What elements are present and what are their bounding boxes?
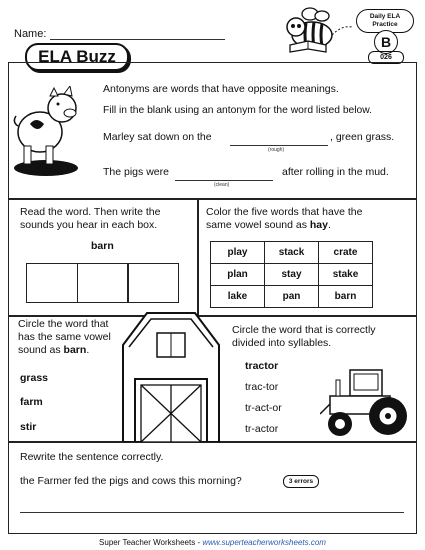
sounds-instruction-line1: Read the word. Then write the [20,206,161,218]
syllable-option[interactable]: tractor [245,360,279,372]
sound-box[interactable] [77,263,129,303]
footer [0,538,425,548]
word-cell[interactable]: lake [211,286,265,308]
vowel-option[interactable]: grass [20,372,49,384]
rewrite-answer-line[interactable] [20,500,404,513]
errors-badge [283,475,319,488]
badge-line1: Daily ELA [369,13,401,20]
rewrite-sentence: the Farmer fed the pigs and cows this morning? [20,475,242,487]
word-cell[interactable]: stake [319,264,373,286]
word-cell[interactable]: crate [319,242,373,264]
errors-badge-text: 3 errors [288,478,314,485]
tractor-icon [320,360,412,438]
circle-vowel-line1: Circle the word that [18,318,109,330]
footer-url[interactable]: www.superteacherworksheets.com [202,538,326,547]
sounds-instruction-line2: sounds you hear in each box. [20,219,158,231]
word-cell[interactable]: play [211,242,265,264]
syllable-option[interactable]: tr-act-or [245,402,282,414]
vowel-instruction-after: . [327,219,331,231]
circle-vowel-before: sound as [18,344,64,356]
sentence2-blank[interactable] [175,168,273,181]
sentence1-after: , green grass. [330,131,395,143]
pig-icon [10,86,82,178]
circle-vowel-line3 [18,344,89,357]
syllable-option[interactable]: trac-tor [245,381,279,393]
badge-line2: Practice [372,21,398,28]
page-title: ELA Buzz [38,47,116,66]
badge-number-text: 026 [380,54,392,61]
sentence1-hint: (rough) [268,147,285,153]
word-cell[interactable]: plan [211,264,265,286]
bee-reading-icon [270,5,360,65]
sounds-word: barn [91,240,114,252]
vowel-instruction-line1: Color the five words that have the [206,206,363,218]
word-cell[interactable]: stack [265,242,319,264]
circle-vowel-after: . [86,344,90,356]
name-label: Name: [14,28,47,40]
syllables-line2: divided into syllables. [232,337,332,349]
sentence1-before: Marley sat down on the [103,131,212,143]
vowel-option[interactable]: stir [20,421,37,433]
antonyms-intro: Antonyms are words that have opposite meanings. [103,83,339,95]
vowel-instruction-line2 [206,219,331,232]
circle-vowel-target: barn [63,344,87,356]
vowel-word-grid [210,241,373,308]
syllable-option[interactable]: tr-actor [245,423,279,435]
sentence1-blank[interactable] [230,133,328,146]
vowel-target-word: hay [309,219,328,231]
sound-box[interactable] [127,263,179,303]
rewrite-instruction: Rewrite the sentence correctly. [20,451,164,463]
vowel-instruction-before: same vowel sound as [206,219,310,231]
sentence2-before: The pigs were [103,166,169,178]
word-cell[interactable]: stay [265,264,319,286]
sound-box[interactable] [26,263,78,303]
name-field[interactable] [50,27,225,40]
barn-icon [117,305,225,442]
vowel-option[interactable]: farm [20,396,43,408]
footer-text: Super Teacher Worksheets - [99,538,203,547]
sentence2-hint: (clean) [214,182,230,188]
antonyms-instruction: Fill in the blank using an antonym for the word listed below. [103,105,373,116]
circle-vowel-line2: has the same vowel [18,331,111,343]
syllables-line1: Circle the word that is correctly [232,324,376,336]
sentence2-after: after rolling in the mud. [282,166,389,178]
word-cell[interactable]: barn [319,286,373,308]
word-cell[interactable]: pan [265,286,319,308]
badge-letter: B [380,34,392,50]
